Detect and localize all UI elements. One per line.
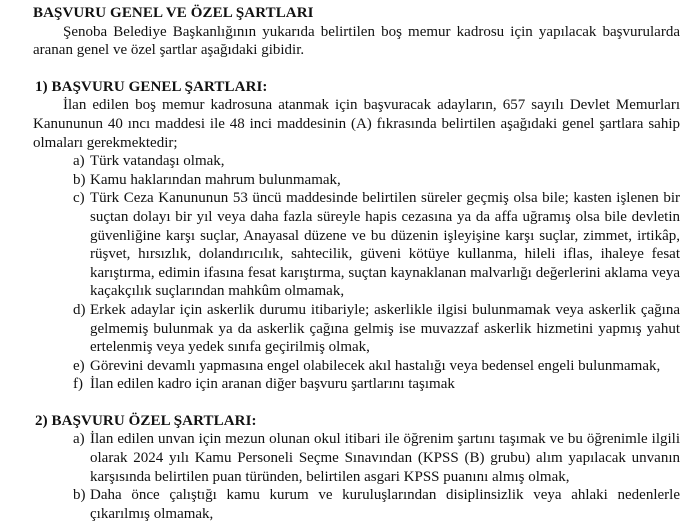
list-item-text: Görevini devamlı yapmasına engel olabilecek akıl hastalığı veya bedensel engeli bulunmamak, — [90, 357, 661, 374]
document-title: BAŞVURU GENEL VE ÖZEL ŞARTLARI — [33, 5, 314, 21]
list-item-text: Türk Ceza Kanununun 53 üncü maddesinde belirtilen süreler geçmiş olsa bile; kasten işlenen bir suçtan dolayı bir yıl veya daha fazla süreyle hapis cezasına ya da affa uğramış olsa bile devletin güvenliğine karşı suçlar, Anayasal düzene ve bu düzenin işleyişine karşı suçlar, zimmet, irtikâp, rüşvet, hırsızlık, dolandırıcılık, sahtecilik, güveni kötüye kullanma, hileli iflas, ihaleye fesat karıştırma, edimin ifasına fesat karıştırma, suçtan kaynaklanan malvarlığı değerlerini aklama veya kaçakçılık suçlarından mahkûm olmamak, — [90, 190, 680, 300]
list-item-text: Türk vatandaşı olmak, — [90, 153, 225, 170]
spacer — [33, 60, 680, 78]
list-marker: f) — [73, 376, 83, 393]
list-item — [73, 486, 680, 523]
section-1-intro: İlan edilen boş memur kadrosuna atanmak için başvuracak adayların, 657 sayılı Devlet Memurları Kanununun 40 ıncı maddesi ile 48 inci maddesinin (A) fıkrasında belirtilen aşağıdaki genel şartlara sahip olmaları gerekmektedir; — [33, 97, 680, 151]
list-item-text: İlan edilen kadro için aranan diğer başvuru şartlarını taşımak — [90, 376, 455, 393]
list-item — [73, 357, 680, 376]
list-marker: a) — [73, 153, 85, 170]
list-item — [73, 171, 680, 190]
section-2-title: 2) BAŞVURU ÖZEL ŞARTLARI: — [35, 412, 257, 429]
list-marker: a) — [73, 431, 85, 448]
intro-paragraph: Şenoba Belediye Başkanlığının yukarıda belirtilen boş memur kadrosu için yapılacak başvurularda aranan genel ve özel şartlar aşağıdaki gibidir. — [33, 23, 680, 59]
list-marker: e) — [73, 357, 85, 374]
list-item — [73, 152, 680, 171]
list-marker: d) — [73, 301, 86, 318]
spacer — [33, 394, 680, 412]
section-1-title: 1) BAŞVURU GENEL ŞARTLARI: — [35, 78, 268, 95]
section-1-list — [33, 152, 680, 394]
section-2-list — [33, 430, 680, 523]
list-item — [73, 301, 680, 357]
list-item — [73, 430, 680, 486]
list-marker: b) — [73, 171, 86, 188]
list-item-text: Daha önce çalıştığı kamu kurum ve kuruluşlarından disiplinsizlik veya ahlaki nedenlerle çıkarılmış olmamak, — [90, 487, 680, 522]
list-marker: c) — [73, 190, 85, 207]
list-item-text: Kamu haklarından mahrum bulunmamak, — [90, 171, 341, 188]
list-item — [73, 375, 680, 394]
list-marker: b) — [73, 487, 86, 504]
list-item-text: İlan edilen unvan için mezun olunan okul itibari ile öğrenim şartını taşımak ve bu öğrenimle ilgili olarak 2024 yılı Kamu Personeli Seçme Sınavından (KPSS (B) grubu) alım yapılacak unvanın karşısında belirtilen puan türünden, belirtilen asgari KPSS puanını almış olmak, — [90, 431, 680, 485]
list-item-text: Erkek adaylar için askerlik durumu itibariyle; askerlikle ilgisi bulunmamak veya askerlik çağına gelmemiş bulunmak ya da askerlik çağına gelmiş ise muvazzaf askerlik hizmetini yapmış yahut ertelenmiş veya yedek sınıfa geçirilmiş olmak, — [90, 301, 680, 356]
list-item — [73, 189, 680, 301]
